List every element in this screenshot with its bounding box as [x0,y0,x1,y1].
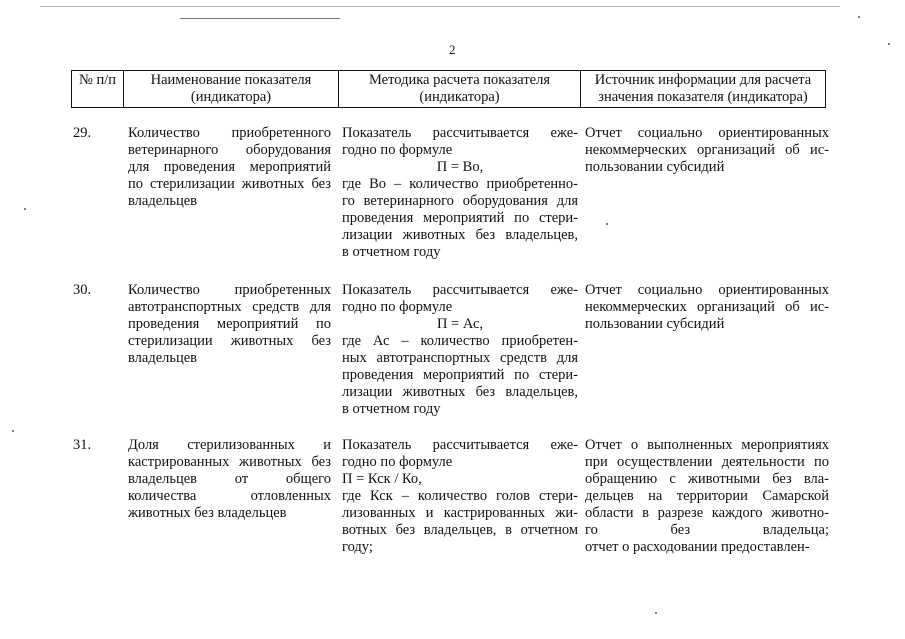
information-source [585,125,829,176]
text-line: по стерилизации животных без [128,176,331,192]
text-line: Количество приобретенного [128,125,331,141]
text-line: го без владельца; [585,522,829,538]
information-source [585,282,829,333]
table-header [71,70,826,108]
text-line: в отчетном году [342,401,441,417]
text-line: владельцев [128,350,198,366]
text-line: животных без владельцев [128,505,287,521]
text-line: годно по формуле [342,454,453,470]
information-source [585,437,829,556]
text-line: области в разрезе каждого животно- [585,505,829,521]
text-line: лизации животных без владельцев, [342,227,578,243]
text-line: годно по формуле [342,299,453,315]
scan-speck [12,430,14,432]
text-line: Отчет социально ориентированных [585,282,829,298]
header-col-name: Наименование показателя (индикатора) [124,71,339,108]
text-line: Количество приобретенных [128,282,331,298]
calculation-method [342,282,578,418]
text-line: Отчет о выполненных мероприятиях [585,437,829,453]
text-line: владельцев [128,193,198,209]
text-line: Доля стерилизованных и [128,437,331,453]
header-col-source: Источник информации для расчета значения показателя (индикатора) [581,71,826,108]
text-line: лизации животных без владельцев, [342,384,578,400]
formula: П = Во, [436,159,484,175]
text-line: пользовании субсидий [585,159,725,175]
text-line: некоммерческих организаций об ис- [585,142,829,158]
text-line: владельцев от общего [128,471,331,487]
text-line: стерилизации животных без [128,333,331,349]
text-line: го ветеринарного оборудования для [342,193,578,209]
text-line: годно по формуле [342,142,453,158]
text-line: лизованных и кастрированных жи- [342,505,578,521]
text-line: Показатель рассчитывается еже- [342,282,578,298]
indicator-name [128,125,331,210]
text-line: некоммерческих организаций об ис- [585,299,829,315]
text-line: вотных без владельцев, в отчетном [342,522,578,538]
text-line: отчет о расходовании предоставлен- [585,539,810,555]
page-number: 2 [449,42,456,57]
text-line: обращению с животными без вла- [585,471,829,487]
formula: П = Ас, [436,316,484,332]
indicator-name [128,437,331,522]
text-line: проведения мероприятий по [128,316,331,332]
header-col-num: № п/п [72,71,124,108]
text-line: автотранспортных средств для [128,299,331,315]
text-line: при осуществлении деятельности по [585,454,829,470]
text-line: ветеринарного оборудования [128,142,331,158]
text-line: ных автотранспортных средств для [342,350,578,366]
text-line: где Ас – количество приобретен- [342,333,578,349]
text-line: проведения мероприятий по стери- [342,367,578,383]
text-line: году; [342,539,373,555]
text-line: Отчет социально ориентированных [585,125,829,141]
scan-speck [606,223,608,225]
scan-speck [24,208,26,210]
calculation-method [342,437,578,556]
formula: П = Кск / Ко, [342,471,422,487]
text-line: в отчетном году [342,244,441,260]
indicator-name [128,282,331,367]
text-line: Показатель рассчитывается еже- [342,125,578,141]
text-line: количества отловленных [128,488,331,504]
text-line: кастрированных животных без [128,454,331,470]
row-number: 31. [73,437,92,453]
row-number: 30. [73,282,92,298]
text-line: проведения мероприятий по стери- [342,210,578,226]
scan-speck [655,612,657,614]
header-col-method: Методика расчета показателя (индикатора) [339,71,581,108]
scan-speck [858,16,860,18]
text-line: где Кск – количество голов стери- [342,488,578,504]
text-line: дельцев на территории Самарской [585,488,829,504]
scan-artifact-line [40,6,840,7]
text-line: где Во – количество приобретенно- [342,176,578,192]
scan-artifact-line [180,18,340,19]
text-line: Показатель рассчитывается еже- [342,437,578,453]
calculation-method [342,125,578,261]
text-line: пользовании субсидий [585,316,725,332]
scan-speck [888,43,890,45]
row-number: 29. [73,125,92,141]
text-line: для проведения мероприятий [128,159,331,175]
